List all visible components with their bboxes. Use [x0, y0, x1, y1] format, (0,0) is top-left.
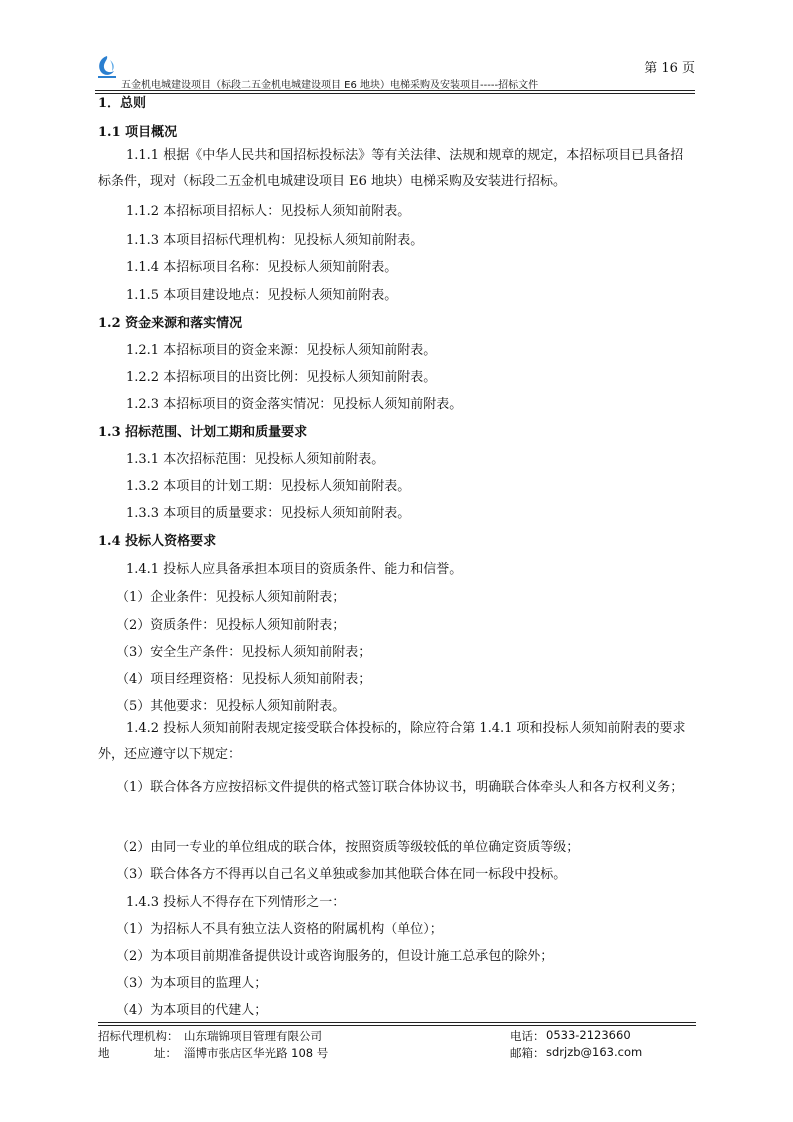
address-label: 地: [98, 1046, 110, 1060]
header-title: 五金机电城建设项目（标段二五金机电城建设项目 E6 地块）电梯采购及安装项目-----招标文件: [121, 80, 539, 91]
email-address: sdrjzb@163.com: [546, 1045, 643, 1059]
subsection-heading: 1.3 招标范围、计划工期和质量要求: [98, 425, 308, 440]
footer-divider: [98, 1022, 696, 1023]
page-number: 第 16 页: [644, 61, 695, 76]
subsection-heading: 1.4 投标人资格要求: [98, 534, 217, 549]
address-text: 淄博市张店区华光路 108 号: [184, 1046, 329, 1060]
paragraph: 1.3.3 本项目的质量要求：见投标人须知前附表。: [126, 506, 411, 521]
paragraph: 1.4.1 投标人应具备承担本项目的资质条件、能力和信誉。: [126, 562, 463, 577]
paragraph: 1.1.1 根据《中华人民共和国招标投标法》等有关法律、法规和规章的规定，本招标项目已具备招标条件，现对（标段二五金机电城建设项目 E6 地块）电梯采购及安装进行招标。: [98, 148, 684, 189]
list-item: （1）为招标人不具有独立法人资格的附属机构（单位）；: [116, 922, 443, 937]
address-label: 址：: [154, 1046, 177, 1060]
paragraph: 1.1.3 本项目招标代理机构：见投标人须知前附表。: [126, 233, 424, 248]
list-item: （3）联合体各方不得再以自己名义单独或参加其他联合体在同一标段中投标。: [116, 867, 567, 882]
phone-number: 0533-2123660: [546, 1028, 631, 1042]
phone-label: 电话：: [510, 1029, 545, 1043]
list-item: （2）由同一专业的单位组成的联合体，按照资质等级较低的单位确定资质等级；: [116, 840, 580, 855]
list-item: （1）企业条件：见投标人须知前附表；: [116, 590, 346, 605]
paragraph: 1.4.2 投标人须知前附表规定接受联合体投标的，除应符合第 1.4.1 项和投标人须知前附表的要求外，还应遵守以下规定：: [98, 721, 686, 762]
page-header: [95, 52, 695, 94]
paragraph: 1.4.3 投标人不得存在下列情形之一：: [126, 895, 346, 910]
footer-divider: [98, 1025, 696, 1026]
list-item: （2）资质条件：见投标人须知前附表；: [116, 618, 346, 633]
paragraph: 1.1.4 本招标项目名称：见投标人须知前附表。: [126, 260, 398, 275]
section-heading: 1．总则: [98, 96, 147, 111]
list-item: （3）为本项目的监理人；: [116, 976, 268, 991]
agency-name: 山东瑞锦项目管理有限公司: [184, 1029, 322, 1043]
list-item: （2）为本项目前期准备提供设计或咨询服务的，但设计施工总承包的除外；: [116, 949, 554, 964]
list-item: （5）其他要求：见投标人须知前附表。: [116, 699, 346, 714]
list-item: （4）项目经理资格：见投标人须知前附表；: [116, 672, 372, 687]
subsection-heading: 1.1 项目概况: [98, 125, 178, 140]
list-item: （1）联合体各方应按招标文件提供的格式签订联合体协议书，明确联合体牵头人和各方权利义务；: [116, 780, 684, 795]
paragraph: 1.2.2 本招标项目的出资比例：见投标人须知前附表。: [126, 370, 437, 385]
header-divider: [95, 93, 695, 94]
list-item: （4）为本项目的代建人；: [116, 1003, 268, 1018]
paragraph: 1.1.2 本招标项目招标人：见投标人须知前附表。: [126, 204, 411, 219]
paragraph: 1.1.5 本项目建设地点：见投标人须知前附表。: [126, 288, 398, 303]
paragraph: 1.2.1 本招标项目的资金来源：见投标人须知前附表。: [126, 343, 437, 358]
list-item: （3）安全生产条件：见投标人须知前附表；: [116, 645, 372, 660]
paragraph: 1.3.2 本项目的计划工期：见投标人须知前附表。: [126, 479, 411, 494]
company-logo-icon: [95, 54, 119, 80]
paragraph: 1.3.1 本次招标范围：见投标人须知前附表。: [126, 452, 385, 467]
subsection-heading: 1.2 资金来源和落实情况: [98, 316, 243, 331]
agency-label: 招标代理机构：: [98, 1029, 179, 1043]
paragraph: 1.2.3 本招标项目的资金落实情况：见投标人须知前附表。: [126, 397, 463, 412]
email-label: 邮箱：: [510, 1046, 545, 1060]
header-divider: [95, 90, 695, 91]
